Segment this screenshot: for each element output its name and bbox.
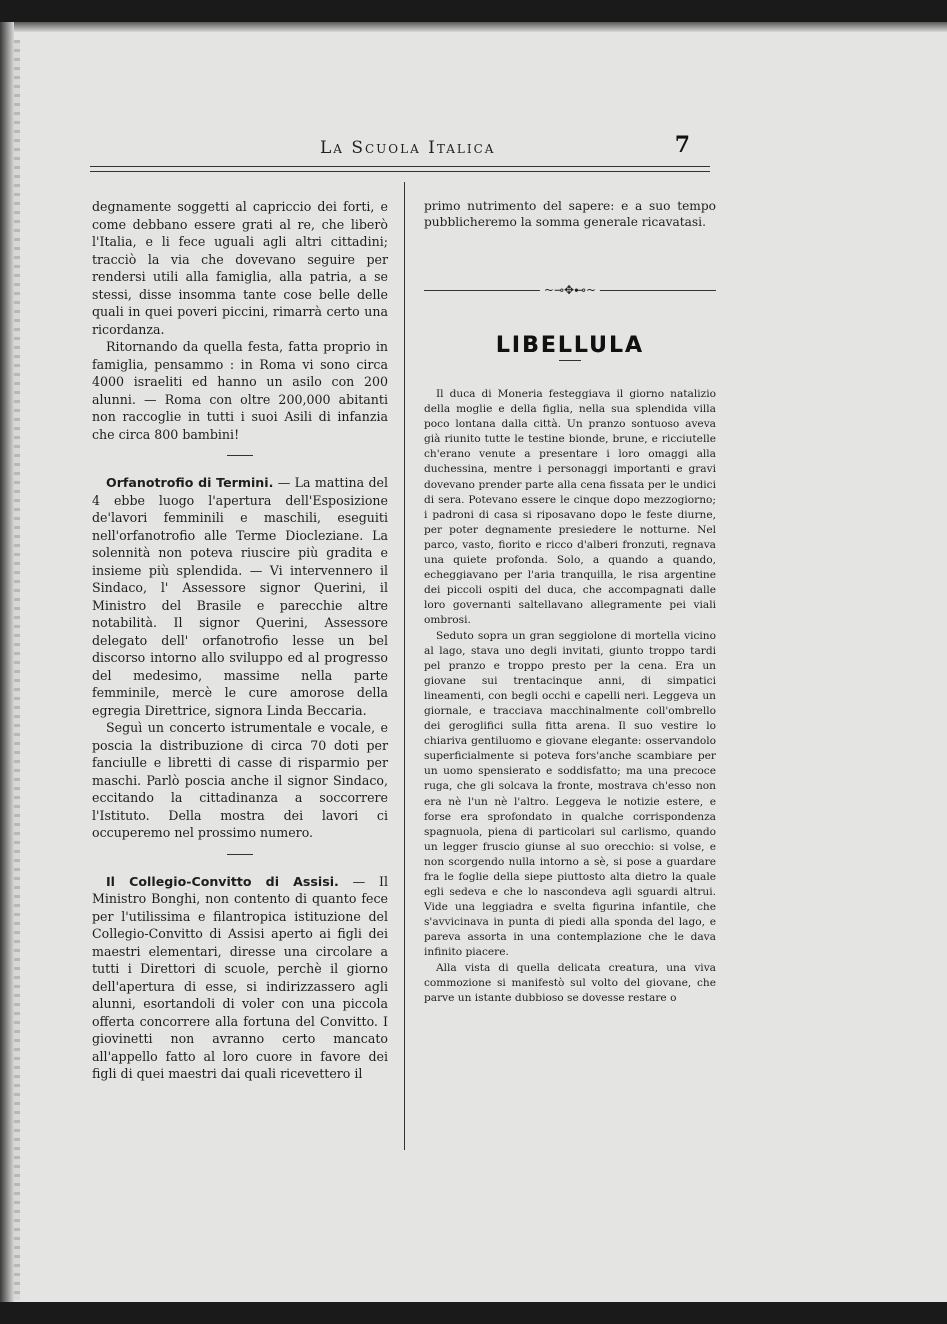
page-number: 7	[674, 132, 690, 158]
section-divider	[227, 455, 253, 456]
section-heading: Orfanotrofio di Termini.	[106, 475, 274, 490]
section-text: — La mattina del 4 ebbe luogo l'apertura dell'Esposizione de'lavori femminili e maschili, eseguiti nell'orfanotrofio alle Terme Diocleziane. La solennità non poteva riuscire più gradita e insieme più splendida. — Vi intervennero il Sindaco, l' Assessore signor Querini, il Ministro del Brasile e parecchie altre notabilità. Il signor Querini, Assessore delegato dell' orfanotrofio lesse un bel discorso intorno allo sviluppo ed al progresso del medesimo, massime nella parte femminile, mercè le cure amorose della egregia Direttrice, signora Linda Beccaria.	[92, 475, 388, 718]
section-divider	[227, 854, 253, 855]
running-title: La Scuola Italica	[320, 138, 496, 158]
section-text: — Il Ministro Bonghi, non contento di quanto fece per l'utilissima e filantropica istituzione del Collegio-Convitto di Assisi aperto ai figli dei maestri elementari, diresse una circolare a tutti i Direttori di scuole, perchè il giorno dell'apertura di esse, si indirizzassero agli alunni, esortandoli di voler con una piccola offerta concorrere alla fortuna del Convitto. I giovinetti non avranno certo mancato all'appello fatto al loro cuore in favore dei figli di quei maestri dai quali ricevettero il	[92, 873, 389, 1081]
paragraph: Il duca di Moneria festeggiava il giorno natalizio della moglie e della figlia, nella sua splendida villa poco lontana dalla città. Un pranzo sontuoso aveva già riunito tutte le testine bionde, brune, e ricciutelle ch'erano venute a presentare i loro omaggi alla duchessina, mentre i personaggi importanti e gravi dovevano prender parte alla cena fissata per le undici di sera. Potevano essere le cinque dopo mezzogiorno; i padroni di casa si riposavano dopo le feste diurne, per poter degnamente presiedere le notturne. Nel parco, vasto, fiorito e ricco d'alberi fronzuti, regnava una quiete profonda. Solo, a quando a quando, echeggiavano per l'aria tranquilla, le risa argentine dei piccoli ospiti del duca, che accompagnati dalle loro governanti saltellavano allegramente pei viali ombrosi.	[424, 388, 716, 627]
ornamental-rule	[424, 282, 716, 298]
column-rule	[404, 182, 405, 1150]
paragraph: Ritornando da quella festa, fatta proprio in famiglia, pensammo : in Roma vi sono circa 4000 israeliti ed hanno un asilo con 200 alunni. — Roma con oltre 200,000 abitanti non raccoglie in tutti i suoi Asili di infanzia che circa 800 bambini!	[92, 339, 388, 442]
ornament-icon: ~⊸✥⊷~	[540, 282, 600, 298]
paragraph: Seduto sopra un gran seggiolone di mortella vicino al lago, stava uno degli invitati, giunto troppo tardi pel pranzo e troppo presto per la cena. Era un giovane sui trentacinque anni, di simpatici lineamenti, con begli occhi e capelli neri. Leggeva un giornale, e tracciava macchinalmente coll'ombrello dei geroglifici sulla fitta arena. Il suo vestire lo chiariva gentiluomo e giovane elegante: osservandolo superficialmente si poteva fors'anche scambiare per un uomo spensierato e soddisfatto; ma una precoce ruga, che gli solcava la fronte, mostrava ch'esso non era nè l'un nè l'altro. Leggeva le notizie estere, e forse era sprofondato in qualche corrispondenza spagnuola, piena di particolari sul carlismo, quando un legger fruscio giunse al suo orecchio: si volse, e non scorgendo nulla intorno a sè, si pose a guardare fra le foglie della siepe piuttosto alta dietro la quale egli sedeva e che lo nascondeva agli sguardi altrui. Vide una leggiadra e svelta figurina infantile, che s'avvicinava in punta di piedi alla sponda del lago, e pareva assorta in una contemplazione che le dava infinito piacere.	[424, 629, 716, 959]
story-body	[424, 387, 716, 1006]
section-orfanotrofio	[92, 474, 388, 719]
paragraph: Alla vista di quella delicata creatura, una viva commozione si manifestò sul volto del giovane, che parve un istante dubbioso se dovesse restare o	[424, 961, 716, 1004]
header-rule	[90, 166, 710, 172]
section-collegio	[92, 873, 388, 1083]
page-edge-left	[0, 22, 14, 1302]
binding-marks	[14, 40, 20, 1300]
section-heading: Il Collegio-Convitto di Assisi.	[106, 873, 339, 889]
page-header	[90, 130, 710, 170]
title-underline	[559, 360, 581, 361]
story-title: LIBELLULA	[495, 333, 645, 358]
paragraph: primo nutrimento del sapere: e a suo tempo pubblicheremo la somma generale ricavatasi.	[424, 199, 716, 229]
right-column	[424, 198, 716, 1006]
paragraph: degnamente soggetti al capriccio dei forti, e come debbano essere grati al re, che liberò l'Italia, e li fece uguali agli altri cittadini; tracciò la via che dovevano seguire per rendersi utili alla famiglia, alla patria, a se stessi, disse insomma tante cose belle delle quali in quei poveri piccini, rimarrà certo una ricordanza.	[92, 199, 388, 337]
left-column	[92, 198, 388, 1083]
page-edge-top	[0, 22, 947, 32]
paragraph: Seguì un concerto istrumentale e vocale, e poscia la distribuzione di circa 70 doti per fanciulle e libretti di casse di risparmio per maschi. Parlò poscia anche il signor Sindaco, eccitando la cittadinanza a soccorrere l'Istituto. Della mostra dei lavori ci occuperemo nel prossimo numero.	[92, 720, 388, 840]
